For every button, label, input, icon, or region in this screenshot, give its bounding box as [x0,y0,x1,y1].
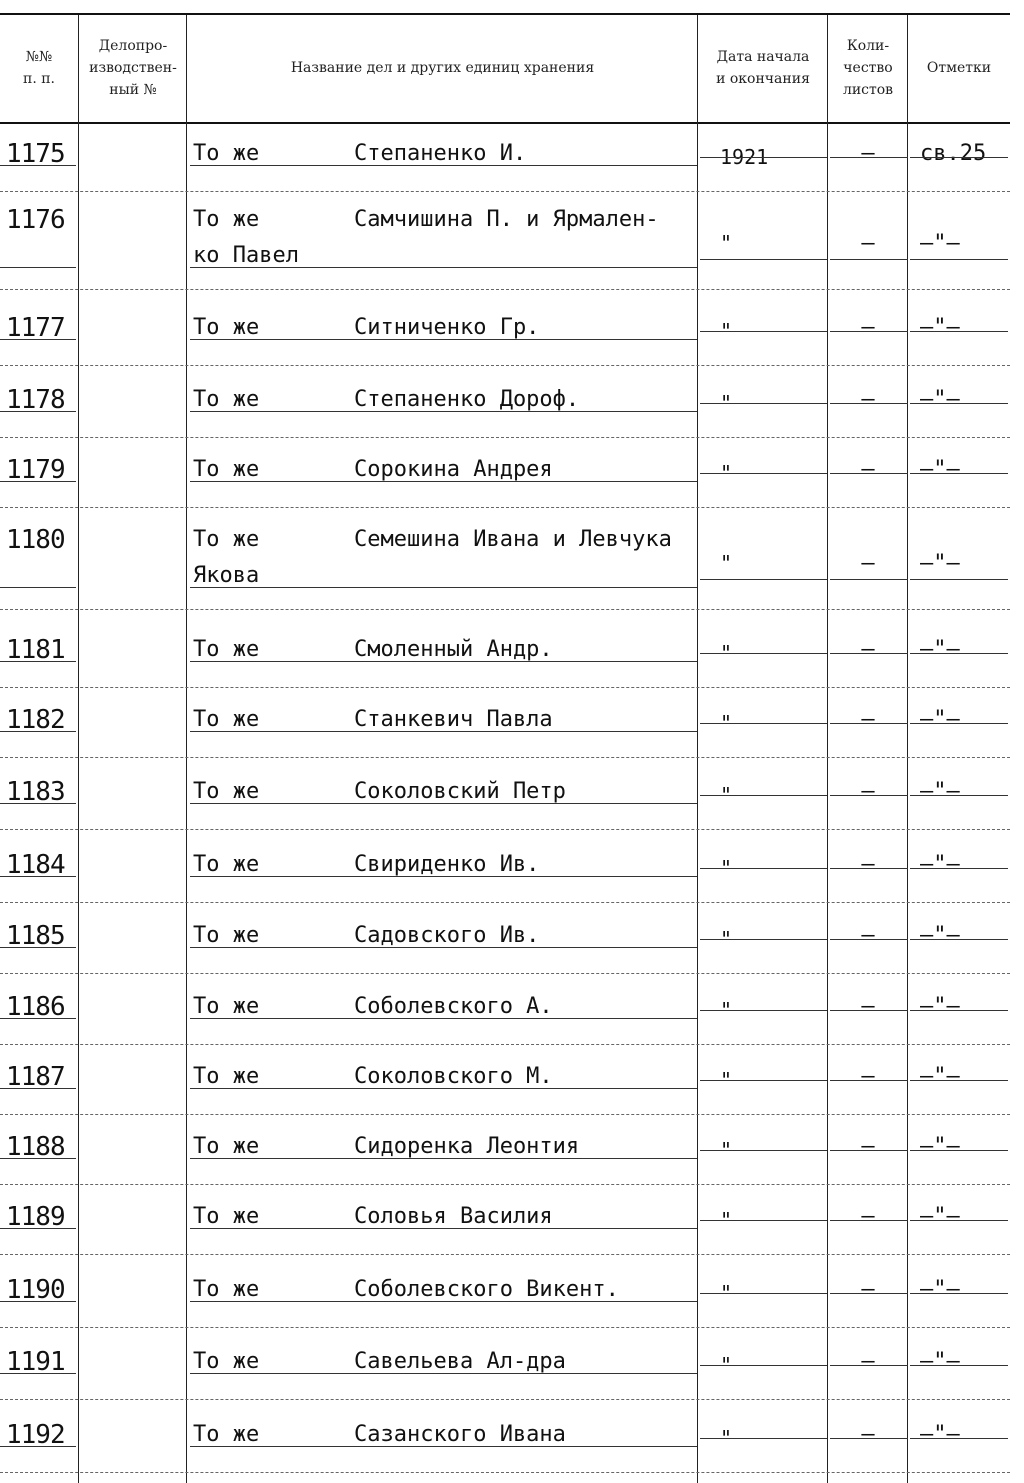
underline-rule [700,1010,827,1011]
underline-rule [910,1365,1008,1366]
row-number: 1180 [6,525,65,555]
row-number: 1177 [6,313,65,343]
table-row [0,1408,1010,1480]
underline-rule [700,1220,827,1221]
row-sheets: – [861,1204,875,1229]
row-name: Соболевского А. [354,994,553,1019]
row-separator [0,1044,1010,1045]
row-date: " [720,641,733,665]
row-number: 1179 [6,455,65,485]
row-separator [0,365,1010,366]
row-sheets: – [861,141,875,166]
underline-rule [700,1150,827,1151]
underline-rule [0,1301,76,1302]
row-name: Соболевского Викент. [354,1277,619,1302]
row-number: 1191 [6,1347,65,1377]
underline-rule [190,411,697,412]
table-row [0,373,1010,445]
row-note: –"– [920,923,960,948]
row-name-continued: ко Павел [193,243,299,268]
row-sheets: – [861,315,875,340]
row-note: –"– [920,231,960,256]
row-same-label: То же [193,1204,260,1229]
header-notes: Отметки [926,60,992,77]
table-row [0,127,1010,199]
underline-rule [830,1150,908,1151]
row-note: –"– [920,315,960,340]
row-number: 1178 [6,385,65,415]
underline-rule [910,653,1008,654]
row-name: Самчишина П. и Ярмален- [354,207,659,232]
underline-rule [700,403,827,404]
row-same-label: То же [193,707,260,732]
row-sheets: – [861,994,875,1019]
table-row [0,301,1010,373]
underline-rule [910,868,1008,869]
row-sheets: – [861,923,875,948]
header-number: №№ п. п. [22,49,55,87]
row-date: 1921 [720,145,769,169]
row-sheets: – [861,1349,875,1374]
row-name: Ситниченко Гр. [354,315,540,340]
row-date: " [720,783,733,807]
row-sheets: – [861,551,875,576]
underline-rule [910,939,1008,940]
row-separator [0,437,1010,438]
underline-rule [190,587,697,588]
underline-rule [0,947,76,948]
underline-rule [910,331,1008,332]
row-name: Сазанского Ивана [354,1422,566,1447]
row-separator [0,507,1010,508]
underline-rule [0,803,76,804]
row-sheets: – [861,387,875,412]
row-date: " [720,319,733,343]
row-note: –"– [920,852,960,877]
row-same-label: То же [193,387,260,412]
table-row [0,1263,1010,1335]
underline-rule [830,1220,908,1221]
header-sheets: Коли- чество листов [842,38,894,98]
row-number: 1186 [6,992,65,1022]
row-date: " [720,1353,733,1377]
row-note: –"– [920,387,960,412]
row-sheets: – [861,457,875,482]
row-sheets: – [861,1422,875,1447]
row-name: Степаненко И. [354,141,527,166]
row-name: Савельева Ал-дра [354,1349,566,1374]
underline-rule [830,1293,908,1294]
row-name: Сидоренка Леонтия [354,1134,580,1159]
underline-rule [830,723,908,724]
row-note: –"– [920,779,960,804]
table-row [0,980,1010,1052]
table-row [0,909,1010,981]
row-date: " [720,1208,733,1232]
row-name: Садовского Ив. [354,923,540,948]
underline-rule [190,339,697,340]
underline-rule [190,803,697,804]
header-title: Название дел и других единиц хранения [290,60,595,77]
row-separator [0,687,1010,688]
row-separator [0,1399,1010,1400]
underline-rule [700,723,827,724]
row-note: –"– [920,994,960,1019]
underline-rule [910,403,1008,404]
row-name: Сорокина Андрея [354,457,553,482]
row-name: Соколовского М. [354,1064,553,1089]
underline-rule [910,157,1008,158]
row-note: –"– [920,1134,960,1159]
row-note: –"– [920,457,960,482]
underline-rule [700,259,827,260]
underline-rule [190,731,697,732]
underline-rule [700,868,827,869]
underline-rule [910,723,1008,724]
row-number: 1175 [6,139,65,169]
underline-rule [190,1228,697,1229]
row-sheets: – [861,1134,875,1159]
row-separator [0,829,1010,830]
underline-rule [830,259,908,260]
row-number: 1188 [6,1132,65,1162]
row-separator [0,902,1010,903]
underline-rule [910,473,1008,474]
underline-rule [830,1365,908,1366]
row-separator [0,757,1010,758]
underline-rule [910,1438,1008,1439]
underline-rule [0,411,76,412]
underline-rule [910,259,1008,260]
underline-rule [0,661,76,662]
row-number: 1183 [6,777,65,807]
underline-rule [830,1080,908,1081]
row-same-label: То же [193,923,260,948]
underline-rule [910,1150,1008,1151]
table-row [0,1050,1010,1122]
row-name: Степаненко Дороф. [354,387,580,412]
row-same-label: То же [193,779,260,804]
row-note: –"– [920,707,960,732]
row-same-label: То же [193,1349,260,1374]
row-note: –"– [920,1277,960,1302]
row-date: " [720,551,733,575]
underline-rule [700,331,827,332]
row-date: " [720,1138,733,1162]
underline-rule [0,876,76,877]
table-row [0,513,1010,613]
underline-rule [190,267,697,268]
row-note: –"– [920,1349,960,1374]
underline-rule [700,579,827,580]
header-office-number: Делопро- изводствен- ный № [89,38,177,98]
row-date: " [720,1068,733,1092]
underline-rule [910,1080,1008,1081]
row-same-label: То же [193,141,260,166]
row-sheets: – [861,231,875,256]
row-note: св.25 [920,141,987,166]
underline-rule [0,481,76,482]
table-row [0,1335,1010,1407]
row-date: " [720,998,733,1022]
underline-rule [700,795,827,796]
underline-rule [830,795,908,796]
table-row [0,193,1010,293]
row-sheets: – [861,852,875,877]
underline-rule [0,1446,76,1447]
underline-rule [700,157,827,158]
underline-rule [0,1158,76,1159]
row-date: " [720,461,733,485]
underline-rule [910,1220,1008,1221]
table-row [0,623,1010,695]
row-note: –"– [920,551,960,576]
underline-rule [0,731,76,732]
row-same-label: То же [193,315,260,340]
underline-rule [190,876,697,877]
underline-rule [910,1010,1008,1011]
row-name-continued: Якова [193,563,260,588]
underline-rule [0,587,76,588]
underline-rule [190,661,697,662]
row-name: Свириденко Ив. [354,852,540,877]
row-sheets: – [861,779,875,804]
row-name: Семешина Ивана и Левчука [354,527,672,552]
underline-rule [190,1088,697,1089]
underline-rule [830,1010,908,1011]
row-name: Соловья Василия [354,1204,553,1229]
row-note: –"– [920,1064,960,1089]
row-same-label: То же [193,1422,260,1447]
underline-rule [190,165,697,166]
table-row [0,838,1010,910]
underline-rule [700,653,827,654]
row-number: 1185 [6,921,65,951]
table-row [0,1190,1010,1262]
table-row [0,693,1010,765]
underline-rule [700,1080,827,1081]
row-same-label: То же [193,637,260,662]
header-top-rule [0,13,1010,15]
underline-rule [700,939,827,940]
row-number: 1184 [6,850,65,880]
underline-rule [830,579,908,580]
underline-rule [190,1301,697,1302]
underline-rule [190,1373,697,1374]
row-separator [0,973,1010,974]
row-date: " [720,711,733,735]
underline-rule [700,473,827,474]
underline-rule [0,1228,76,1229]
row-separator [0,1114,1010,1115]
table-row [0,443,1010,515]
underline-rule [910,1293,1008,1294]
row-sheets: – [861,1064,875,1089]
row-sheets: – [861,707,875,732]
underline-rule [830,403,908,404]
row-separator [0,1254,1010,1255]
row-sheets: – [861,637,875,662]
underline-rule [0,165,76,166]
underline-rule [190,1158,697,1159]
header-bottom-rule [0,122,1010,124]
row-same-label: То же [193,207,260,232]
row-same-label: То же [193,1277,260,1302]
table-row [0,765,1010,837]
row-note: –"– [920,1422,960,1447]
row-same-label: То же [193,457,260,482]
row-note: –"– [920,1204,960,1229]
row-date: " [720,391,733,415]
row-same-label: То же [193,1134,260,1159]
underline-rule [0,339,76,340]
row-number: 1187 [6,1062,65,1092]
underline-rule [190,1446,697,1447]
row-separator [0,1327,1010,1328]
underline-rule [830,1438,908,1439]
underline-rule [700,1438,827,1439]
underline-rule [830,653,908,654]
underline-rule [190,947,697,948]
row-note: –"– [920,637,960,662]
row-date: " [720,1281,733,1305]
row-number: 1181 [6,635,65,665]
row-date: " [720,231,733,255]
row-number: 1182 [6,705,65,735]
underline-rule [190,481,697,482]
underline-rule [910,579,1008,580]
underline-rule [830,157,908,158]
row-date: " [720,927,733,951]
table-row [0,1120,1010,1192]
header-dates: Дата начала и окончания [716,49,810,87]
row-same-label: То же [193,1064,260,1089]
underline-rule [0,1018,76,1019]
row-date: " [720,1426,733,1450]
underline-rule [830,473,908,474]
row-same-label: То же [193,994,260,1019]
row-name: Станкевич Павла [354,707,553,732]
underline-rule [0,1088,76,1089]
row-number: 1190 [6,1275,65,1305]
row-separator [0,1472,1010,1473]
row-number: 1192 [6,1420,65,1450]
row-same-label: То же [193,527,260,552]
row-separator [0,191,1010,192]
row-number: 1176 [6,205,65,235]
underline-rule [830,939,908,940]
underline-rule [830,331,908,332]
underline-rule [0,267,76,268]
row-same-label: То же [193,852,260,877]
row-date: " [720,856,733,880]
row-name: Соколовский Петр [354,779,566,804]
row-name: Смоленный Андр. [354,637,553,662]
underline-rule [700,1365,827,1366]
underline-rule [700,1293,827,1294]
underline-rule [190,1018,697,1019]
row-separator [0,289,1010,290]
underline-rule [830,868,908,869]
row-separator [0,609,1010,610]
row-number: 1189 [6,1202,65,1232]
underline-rule [0,1373,76,1374]
row-sheets: – [861,1277,875,1302]
underline-rule [910,795,1008,796]
row-separator [0,1184,1010,1185]
